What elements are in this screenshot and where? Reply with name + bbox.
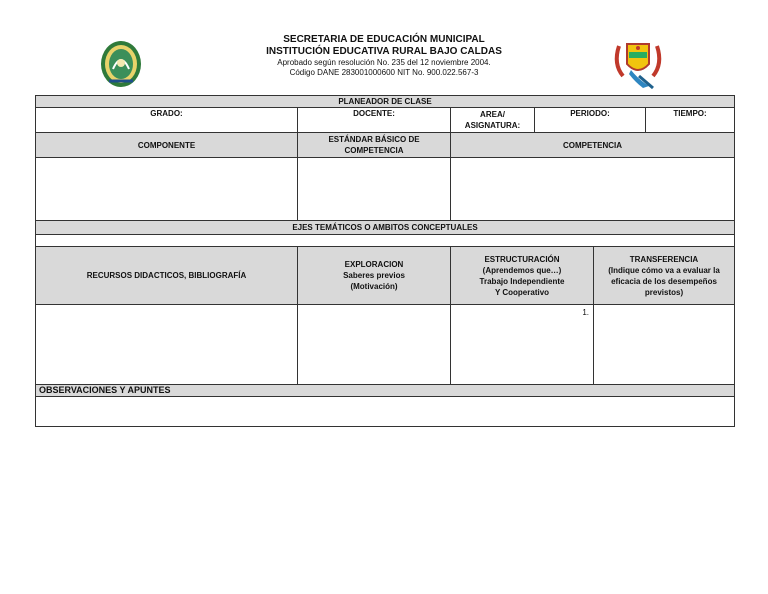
recursos-cell <box>36 305 298 385</box>
exploracion-line: (Motivación) <box>350 282 398 291</box>
estructuracion-line: Y Cooperativo <box>494 287 550 297</box>
resolution-text: Aprobado según resolución No. 235 del 12 noviembre 2004. <box>277 58 491 67</box>
lesson-planner-table <box>35 95 735 427</box>
transferencia-title: TRANSFERENCIA <box>629 254 699 264</box>
grado-label: GRADO: <box>36 108 298 133</box>
recursos-header: RECURSOS DIDACTICOS, BIBLIOGRAFÍA <box>36 247 298 305</box>
periodo-label: PERIODO: <box>535 108 646 133</box>
transferencia-line: previstos) <box>644 287 684 297</box>
school-crest-icon <box>99 39 143 89</box>
transferencia-header <box>594 247 735 305</box>
institution-heading <box>234 34 534 78</box>
coat-of-arms-icon <box>609 36 667 92</box>
estructuracion-cell <box>451 305 594 385</box>
exploracion-header <box>298 247 451 305</box>
exploracion-title: EXPLORACION <box>344 260 404 269</box>
tiempo-label: TIEMPO: <box>646 108 735 133</box>
institution-name: INSTITUCIÓN EDUCATIVA RURAL BAJO CALDAS <box>266 46 502 57</box>
competencia-cell <box>451 158 735 221</box>
ejes-cell <box>36 235 735 247</box>
exploracion-cell <box>298 305 451 385</box>
dane-nit-text: Código DANE 283001000600 NIT No. 900.022.567-3 <box>289 68 479 77</box>
estandar-header: ESTÁNDAR BÁSICO DE COMPETENCIA <box>298 133 451 158</box>
ejes-header: EJES TEMÁTICOS O AMBITOS CONCEPTUALES <box>36 221 735 235</box>
docente-label: DOCENTE: <box>298 108 451 133</box>
item-number: 1. <box>582 308 589 317</box>
transferencia-cell <box>594 305 735 385</box>
observaciones-header: OBSERVACIONES Y APUNTES <box>36 385 735 397</box>
transferencia-line: (Indique cómo va a evaluar la <box>608 265 720 275</box>
estructuracion-header <box>451 247 594 305</box>
planner-title: PLANEADOR DE CLASE <box>36 96 735 108</box>
estructuracion-line: (Aprendemos que…) <box>482 265 562 275</box>
secretaria-title: SECRETARIA DE EDUCACIÓN MUNICIPAL <box>283 34 485 45</box>
competencia-header: COMPETENCIA <box>451 133 735 158</box>
transferencia-line: eficacia de los desempeños <box>611 276 717 286</box>
componente-header: COMPONENTE <box>36 133 298 158</box>
estructuracion-title: ESTRUCTURACIÓN <box>484 254 560 264</box>
estructuracion-line: Trabajo Independiente <box>479 276 565 286</box>
exploracion-line: Saberes previos <box>343 271 405 280</box>
document-header <box>0 34 768 92</box>
estandar-cell <box>298 158 451 221</box>
componente-cell <box>36 158 298 221</box>
observaciones-cell <box>36 397 735 427</box>
area-asignatura-label: AREA/ ASIGNATURA: <box>451 108 535 133</box>
